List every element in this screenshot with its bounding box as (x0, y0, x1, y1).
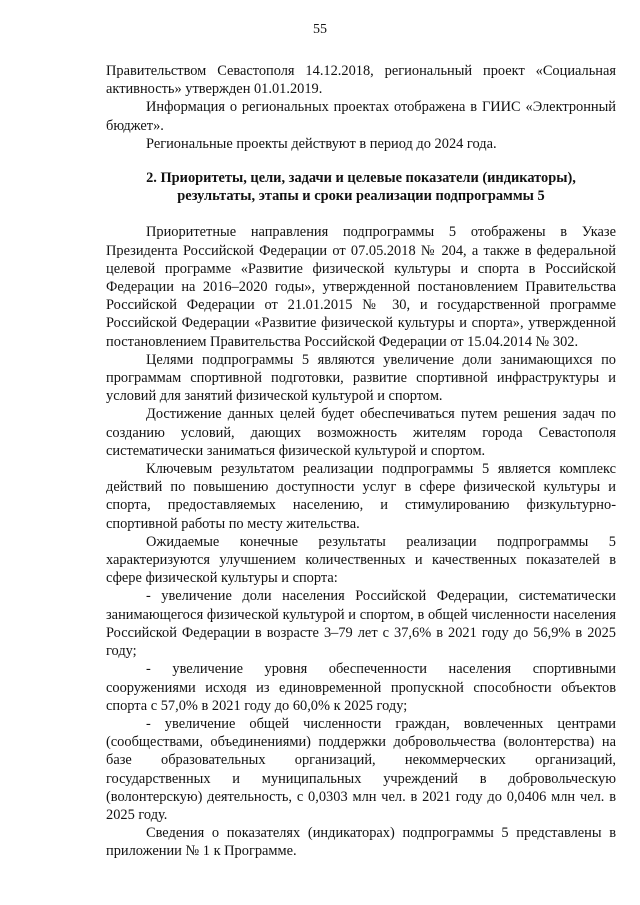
page-number: 55 (313, 22, 327, 37)
paragraph-expected-results: Ожидаемые конечные результаты реализации подпрограммы 5 характеризуются улучшением количественных и качественных показателей в сфере физической культуры и спорта: (106, 533, 616, 587)
paragraph-goals: Целями подпрограммы 5 являются увеличение доли занимающихся по программам спортивной подготовки, развитие спортивной инфраструктуры и условий для занятий физической культурой и спортом. (106, 351, 616, 405)
section-heading: 2. Приоритеты, цели, задачи и целевые показатели (индикаторы), результаты, этапы и сроки реализации подпрограммы 5 (146, 170, 576, 205)
paragraph-continuation: Правительством Севастополя 14.12.2018, региональный проект «Социальная активность» утвержден 01.01.2019. (106, 63, 616, 98)
list-item-facilities-level: - увеличение уровня обеспеченности населения спортивными сооружениями исходя из единовременной пропускной способности объектов спорта с 57,0% в 2021 году до 60,0% к 2025 году; (106, 661, 616, 714)
paragraph-key-result: Ключевым результатом реализации подпрограммы 5 является комплекс действий по повышению доступности услуг в сфере физической культуры и спорта, предоставляемых населению, и стимулированию физкультурно-спортивной работы по месту жительства. (106, 461, 616, 532)
paragraph-achievement: Достижение данных целей будет обеспечиваться путем решения задач по созданию условий, дающих возможность жителям города Севастополя систематически заниматься физической культурой и спортом. (106, 406, 616, 459)
list-item-population-share: - увеличение доли населения Российской Федерации, систематически занимающегося физической культурой и спортом, в общей численности населения Российской Федерации в возрасте 3–79 лет с 37,6% в 2021 году до 56,9% в 2025 году; (106, 588, 616, 660)
paragraph-indicators-info: Сведения о показателях (индикаторах) подпрограммы 5 представлены в приложении № 1 к Программе. (106, 825, 616, 860)
list-item-volunteers: - увеличение общей численности граждан, вовлеченных центрами (сообществами, объединениями) поддержки добровольчества (волонтерства) на базе образовательных организаций, некоммерческих организаций, государственных и муниципальных учреждений в добровольческую (волонтерскую) деятельность, с 0,0303 млн чел. в 2021 году до 0,0406 млн чел. в 2025 году. (106, 715, 616, 823)
paragraph-period: Региональные проекты действуют в период до 2024 года. (146, 135, 497, 152)
paragraph-priorities: Приоритетные направления подпрограммы 5 отображены в Указе Президента Российской Федерации от 07.05.2018 № 204, а также в федеральной целевой программе «Развитие физической культуры и спорта в Российской Федерации на 2016–2020 годы», утвержденной постановлением Правительства Российской Федерации от 21.01.2015 № 30, и государственной программе Российской Федерации «Развитие физической культуры и спорта», утвержденной постановлением Правительства Российской Федерации от 15.04.2014 № 302. (106, 224, 616, 350)
paragraph-giis-info: Информация о региональных проектах отображена в ГИИС «Электронный бюджет». (106, 99, 616, 134)
document-body (106, 62, 616, 861)
